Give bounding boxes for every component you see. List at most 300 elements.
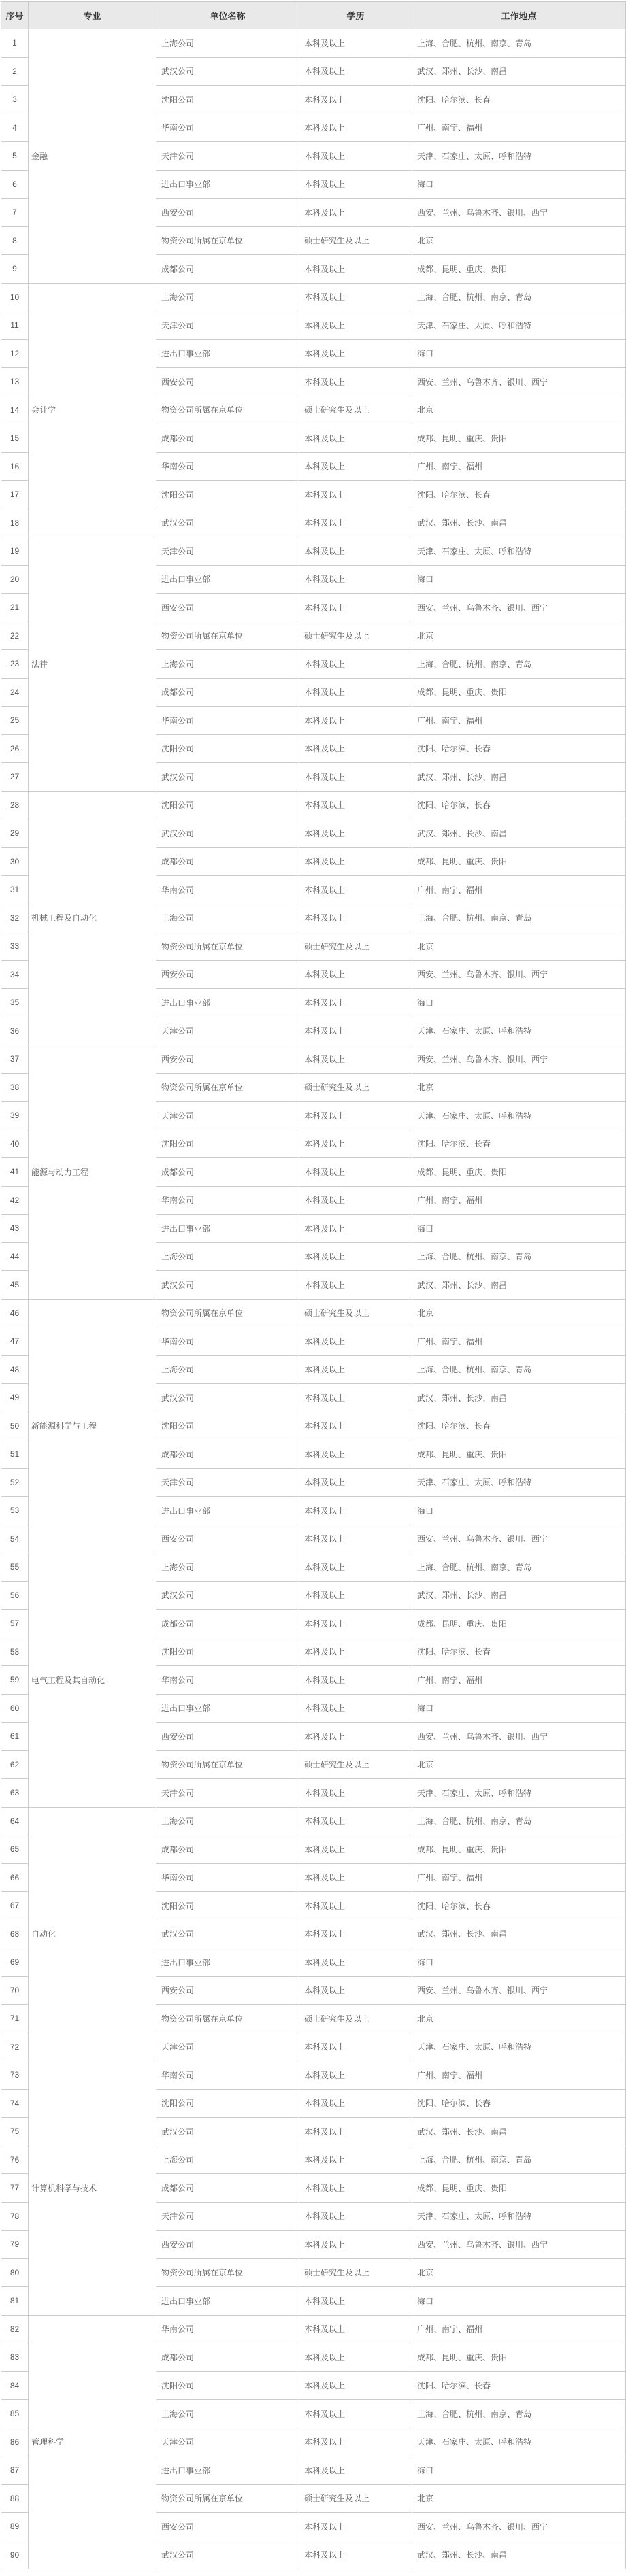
work-location-cell: 海口 (412, 170, 626, 199)
header-row (1, 2, 626, 29)
degree-cell: 本科及以上 (299, 1215, 412, 1243)
unit-name-cell: 西安公司 (156, 1723, 299, 1751)
work-location-cell: 北京 (412, 226, 626, 255)
row-number-cell: 40 (1, 1130, 29, 1158)
degree-cell: 本科及以上 (299, 2456, 412, 2485)
work-location-cell: 武汉、郑州、长沙、南昌 (412, 1920, 626, 1948)
work-location-cell: 武汉、郑州、长沙、南昌 (412, 57, 626, 86)
row-number-cell: 21 (1, 594, 29, 622)
row-number-cell: 77 (1, 2174, 29, 2203)
work-location-cell: 成都、昆明、重庆、贵阳 (412, 1835, 626, 1864)
work-location-cell: 成都、昆明、重庆、贵阳 (412, 2343, 626, 2372)
degree-cell: 本科及以上 (299, 481, 412, 509)
work-location-cell: 武汉、郑州、长沙、南昌 (412, 1581, 626, 1610)
row-number-cell: 83 (1, 2343, 29, 2372)
degree-cell: 本科及以上 (299, 199, 412, 227)
row-number-cell: 22 (1, 622, 29, 650)
work-location-cell: 天津、石家庄、太原、呼和浩特 (412, 537, 626, 566)
degree-cell: 本科及以上 (299, 1440, 412, 1469)
unit-name-cell: 成都公司 (156, 2174, 299, 2203)
work-location-cell: 成都、昆明、重庆、贵阳 (412, 1610, 626, 1638)
degree-cell: 本科及以上 (299, 368, 412, 396)
unit-name-cell: 物资公司所属在京单位 (156, 226, 299, 255)
work-location-cell: 北京 (412, 1073, 626, 1102)
unit-name-cell: 成都公司 (156, 255, 299, 284)
unit-name-cell: 华南公司 (156, 452, 299, 481)
unit-name-cell: 成都公司 (156, 847, 299, 876)
work-location-cell: 沈阳、哈尔滨、长春 (412, 791, 626, 819)
unit-name-cell: 沈阳公司 (156, 1638, 299, 1666)
unit-name-cell: 成都公司 (156, 2343, 299, 2372)
degree-cell: 本科及以上 (299, 2118, 412, 2146)
row-number-cell: 60 (1, 1694, 29, 1723)
row-number-cell: 13 (1, 368, 29, 396)
row-number-cell: 46 (1, 1299, 29, 1327)
work-location-cell: 上海、合肥、杭州、南京、青岛 (412, 904, 626, 932)
unit-name-cell: 华南公司 (156, 707, 299, 735)
degree-cell: 硕士研究生及以上 (299, 1073, 412, 1102)
work-location-cell: 北京 (412, 2484, 626, 2513)
degree-cell: 本科及以上 (299, 1355, 412, 1384)
work-location-cell: 天津、石家庄、太原、呼和浩特 (412, 1468, 626, 1497)
row-number-cell: 20 (1, 565, 29, 594)
unit-name-cell: 天津公司 (156, 2033, 299, 2061)
row-number-cell: 76 (1, 2146, 29, 2174)
work-location-cell: 武汉、郑州、长沙、南昌 (412, 1384, 626, 1412)
row-number-cell: 25 (1, 707, 29, 735)
row-number-cell: 17 (1, 481, 29, 509)
degree-cell: 本科及以上 (299, 2428, 412, 2456)
degree-cell: 本科及以上 (299, 1017, 412, 1045)
unit-name-cell: 进出口事业部 (156, 989, 299, 1017)
row-number-cell: 9 (1, 255, 29, 284)
row-number-cell: 12 (1, 339, 29, 368)
table-body (1, 29, 626, 2569)
work-location-cell: 广州、南宁、福州 (412, 1863, 626, 1892)
table-row (1, 2061, 626, 2090)
unit-name-cell: 上海公司 (156, 283, 299, 311)
unit-name-cell: 武汉公司 (156, 819, 299, 848)
row-number-cell: 37 (1, 1045, 29, 1074)
unit-name-cell: 物资公司所属在京单位 (156, 622, 299, 650)
work-location-cell: 海口 (412, 1215, 626, 1243)
unit-name-cell: 物资公司所属在京单位 (156, 1299, 299, 1327)
unit-name-cell: 成都公司 (156, 678, 299, 707)
row-number-cell: 7 (1, 199, 29, 227)
work-location-cell: 武汉、郑州、长沙、南昌 (412, 763, 626, 792)
degree-cell: 本科及以上 (299, 2061, 412, 2090)
table-row (1, 791, 626, 819)
row-number-cell: 18 (1, 509, 29, 537)
unit-name-cell: 成都公司 (156, 1158, 299, 1187)
row-number-cell: 53 (1, 1497, 29, 1525)
unit-name-cell: 西安公司 (156, 368, 299, 396)
unit-name-cell: 进出口事业部 (156, 1497, 299, 1525)
row-number-cell: 15 (1, 424, 29, 453)
unit-name-cell: 华南公司 (156, 1327, 299, 1356)
degree-cell: 本科及以上 (299, 86, 412, 114)
row-number-cell: 36 (1, 1017, 29, 1045)
degree-cell: 本科及以上 (299, 847, 412, 876)
degree-cell: 本科及以上 (299, 650, 412, 679)
degree-cell: 本科及以上 (299, 114, 412, 142)
unit-name-cell: 成都公司 (156, 424, 299, 453)
unit-name-cell: 武汉公司 (156, 57, 299, 86)
unit-name-cell: 天津公司 (156, 1017, 299, 1045)
unit-name-cell: 武汉公司 (156, 1271, 299, 1300)
degree-cell: 本科及以上 (299, 1610, 412, 1638)
work-location-cell: 上海、合肥、杭州、南京、青岛 (412, 1807, 626, 1835)
unit-name-cell: 天津公司 (156, 2428, 299, 2456)
row-number-cell: 85 (1, 2400, 29, 2428)
degree-cell: 本科及以上 (299, 1242, 412, 1271)
unit-name-cell: 武汉公司 (156, 1581, 299, 1610)
degree-cell: 本科及以上 (299, 1553, 412, 1582)
unit-name-cell: 上海公司 (156, 1807, 299, 1835)
row-number-cell: 1 (1, 29, 29, 58)
unit-name-cell: 物资公司所属在京单位 (156, 1073, 299, 1102)
row-number-cell: 55 (1, 1553, 29, 1582)
work-location-cell: 成都、昆明、重庆、贵阳 (412, 424, 626, 453)
unit-name-cell: 物资公司所属在京单位 (156, 1750, 299, 1779)
unit-name-cell: 上海公司 (156, 29, 299, 58)
row-number-cell: 75 (1, 2118, 29, 2146)
row-number-cell: 57 (1, 1610, 29, 1638)
unit-name-cell: 上海公司 (156, 1242, 299, 1271)
work-location-cell: 西安、兰州、乌鲁木齐、银川、西宁 (412, 199, 626, 227)
work-location-cell: 上海、合肥、杭州、南京、青岛 (412, 1242, 626, 1271)
row-number-cell: 24 (1, 678, 29, 707)
unit-name-cell: 武汉公司 (156, 509, 299, 537)
work-location-cell: 天津、石家庄、太原、呼和浩特 (412, 2428, 626, 2456)
degree-cell: 本科及以上 (299, 734, 412, 763)
major-cell: 机械工程及自动化 (29, 791, 156, 1045)
row-number-cell: 50 (1, 1412, 29, 1440)
row-number-cell: 90 (1, 2541, 29, 2569)
work-location-cell: 沈阳、哈尔滨、长春 (412, 1412, 626, 1440)
work-location-cell: 海口 (412, 565, 626, 594)
unit-name-cell: 沈阳公司 (156, 1130, 299, 1158)
row-number-cell: 81 (1, 2287, 29, 2316)
work-location-cell: 成都、昆明、重庆、贵阳 (412, 847, 626, 876)
work-location-cell: 北京 (412, 932, 626, 961)
row-number-cell: 56 (1, 1581, 29, 1610)
work-location-cell: 北京 (412, 2005, 626, 2033)
degree-cell: 本科及以上 (299, 283, 412, 311)
row-number-cell: 47 (1, 1327, 29, 1356)
work-location-cell: 沈阳、哈尔滨、长春 (412, 1892, 626, 1920)
work-location-cell: 天津、石家庄、太原、呼和浩特 (412, 142, 626, 171)
unit-name-cell: 天津公司 (156, 142, 299, 171)
work-location-cell: 西安、兰州、乌鲁木齐、银川、西宁 (412, 368, 626, 396)
row-number-cell: 26 (1, 734, 29, 763)
degree-cell: 本科及以上 (299, 1271, 412, 1300)
unit-name-cell: 进出口事业部 (156, 565, 299, 594)
work-location-cell: 海口 (412, 339, 626, 368)
work-location-cell: 上海、合肥、杭州、南京、青岛 (412, 2146, 626, 2174)
unit-name-cell: 沈阳公司 (156, 1412, 299, 1440)
work-location-cell: 沈阳、哈尔滨、长春 (412, 1638, 626, 1666)
unit-name-cell: 天津公司 (156, 1779, 299, 1808)
row-number-cell: 27 (1, 763, 29, 792)
degree-cell: 本科及以上 (299, 1045, 412, 1074)
unit-name-cell: 华南公司 (156, 1666, 299, 1695)
header-degree: 学历 (299, 2, 412, 29)
work-location-cell: 武汉、郑州、长沙、南昌 (412, 1271, 626, 1300)
header-work-location: 工作地点 (412, 2, 626, 29)
header-major: 专业 (29, 2, 156, 29)
unit-name-cell: 沈阳公司 (156, 734, 299, 763)
row-number-cell: 54 (1, 1525, 29, 1553)
work-location-cell: 广州、南宁、福州 (412, 1186, 626, 1215)
unit-name-cell: 西安公司 (156, 594, 299, 622)
table-row (1, 1807, 626, 1835)
row-number-cell: 65 (1, 1835, 29, 1864)
unit-name-cell: 天津公司 (156, 2202, 299, 2231)
unit-name-cell: 西安公司 (156, 1045, 299, 1074)
row-number-cell: 82 (1, 2315, 29, 2343)
unit-name-cell: 上海公司 (156, 2400, 299, 2428)
unit-name-cell: 物资公司所属在京单位 (156, 2005, 299, 2033)
work-location-cell: 上海、合肥、杭州、南京、青岛 (412, 2400, 626, 2428)
degree-cell: 本科及以上 (299, 509, 412, 537)
row-number-cell: 33 (1, 932, 29, 961)
degree-cell: 硕士研究生及以上 (299, 622, 412, 650)
degree-cell: 本科及以上 (299, 989, 412, 1017)
unit-name-cell: 物资公司所属在京单位 (156, 396, 299, 424)
table-row (1, 537, 626, 566)
work-location-cell: 海口 (412, 2456, 626, 2485)
row-number-cell: 4 (1, 114, 29, 142)
row-number-cell: 84 (1, 2371, 29, 2400)
unit-name-cell: 华南公司 (156, 876, 299, 904)
unit-name-cell: 进出口事业部 (156, 1215, 299, 1243)
unit-name-cell: 上海公司 (156, 1553, 299, 1582)
unit-name-cell: 华南公司 (156, 2315, 299, 2343)
work-location-cell: 天津、石家庄、太原、呼和浩特 (412, 1102, 626, 1130)
unit-name-cell: 武汉公司 (156, 2541, 299, 2569)
work-location-cell: 成都、昆明、重庆、贵阳 (412, 2174, 626, 2203)
degree-cell: 硕士研究生及以上 (299, 1750, 412, 1779)
row-number-cell: 78 (1, 2202, 29, 2231)
unit-name-cell: 沈阳公司 (156, 2089, 299, 2118)
degree-cell: 本科及以上 (299, 537, 412, 566)
degree-cell: 本科及以上 (299, 311, 412, 340)
degree-cell: 本科及以上 (299, 2146, 412, 2174)
degree-cell: 本科及以上 (299, 1892, 412, 1920)
major-cell: 会计学 (29, 283, 156, 537)
unit-name-cell: 物资公司所属在京单位 (156, 2258, 299, 2287)
degree-cell: 本科及以上 (299, 452, 412, 481)
degree-cell: 本科及以上 (299, 678, 412, 707)
unit-name-cell: 华南公司 (156, 114, 299, 142)
degree-cell: 本科及以上 (299, 1102, 412, 1130)
unit-name-cell: 沈阳公司 (156, 791, 299, 819)
unit-name-cell: 天津公司 (156, 1468, 299, 1497)
unit-name-cell: 西安公司 (156, 1525, 299, 1553)
unit-name-cell: 西安公司 (156, 960, 299, 989)
work-location-cell: 广州、南宁、福州 (412, 876, 626, 904)
row-number-cell: 87 (1, 2456, 29, 2485)
unit-name-cell: 西安公司 (156, 1976, 299, 2005)
unit-name-cell: 进出口事业部 (156, 2287, 299, 2316)
work-location-cell: 北京 (412, 2258, 626, 2287)
work-location-cell: 上海、合肥、杭州、南京、青岛 (412, 283, 626, 311)
degree-cell: 本科及以上 (299, 142, 412, 171)
table-row (1, 2315, 626, 2343)
degree-cell: 本科及以上 (299, 1158, 412, 1187)
row-number-cell: 39 (1, 1102, 29, 1130)
header-index: 序号 (1, 2, 29, 29)
work-location-cell: 北京 (412, 622, 626, 650)
degree-cell: 硕士研究生及以上 (299, 226, 412, 255)
degree-cell: 本科及以上 (299, 170, 412, 199)
row-number-cell: 70 (1, 1976, 29, 2005)
row-number-cell: 44 (1, 1242, 29, 1271)
major-cell: 金融 (29, 29, 156, 284)
work-location-cell: 广州、南宁、福州 (412, 1666, 626, 1695)
work-location-cell: 广州、南宁、福州 (412, 2315, 626, 2343)
degree-cell: 本科及以上 (299, 2371, 412, 2400)
unit-name-cell: 成都公司 (156, 1835, 299, 1864)
table-row (1, 1045, 626, 1074)
degree-cell: 本科及以上 (299, 29, 412, 58)
row-number-cell: 45 (1, 1271, 29, 1300)
degree-cell: 本科及以上 (299, 1976, 412, 2005)
unit-name-cell: 华南公司 (156, 2061, 299, 2090)
row-number-cell: 67 (1, 1892, 29, 1920)
work-location-cell: 武汉、郑州、长沙、南昌 (412, 2118, 626, 2146)
unit-name-cell: 物资公司所属在京单位 (156, 2484, 299, 2513)
work-location-cell: 广州、南宁、福州 (412, 1327, 626, 1356)
row-number-cell: 34 (1, 960, 29, 989)
unit-name-cell: 进出口事业部 (156, 1694, 299, 1723)
unit-name-cell: 成都公司 (156, 1440, 299, 1469)
degree-cell: 硕士研究生及以上 (299, 2484, 412, 2513)
work-location-cell: 天津、石家庄、太原、呼和浩特 (412, 1779, 626, 1808)
row-number-cell: 38 (1, 1073, 29, 1102)
unit-name-cell: 天津公司 (156, 311, 299, 340)
work-location-cell: 西安、兰州、乌鲁木齐、银川、西宁 (412, 1525, 626, 1553)
major-cell: 计算机科学与技术 (29, 2061, 156, 2316)
degree-cell: 本科及以上 (299, 1723, 412, 1751)
unit-name-cell: 天津公司 (156, 537, 299, 566)
work-location-cell: 西安、兰州、乌鲁木齐、银川、西宁 (412, 2513, 626, 2541)
degree-cell: 本科及以上 (299, 1779, 412, 1808)
row-number-cell: 72 (1, 2033, 29, 2061)
degree-cell: 本科及以上 (299, 2202, 412, 2231)
work-location-cell: 西安、兰州、乌鲁木齐、银川、西宁 (412, 960, 626, 989)
unit-name-cell: 沈阳公司 (156, 86, 299, 114)
degree-cell: 本科及以上 (299, 2287, 412, 2316)
unit-name-cell: 上海公司 (156, 650, 299, 679)
unit-name-cell: 进出口事业部 (156, 339, 299, 368)
degree-cell: 本科及以上 (299, 1920, 412, 1948)
row-number-cell: 16 (1, 452, 29, 481)
unit-name-cell: 上海公司 (156, 2146, 299, 2174)
row-number-cell: 30 (1, 847, 29, 876)
degree-cell: 本科及以上 (299, 791, 412, 819)
row-number-cell: 61 (1, 1723, 29, 1751)
row-number-cell: 8 (1, 226, 29, 255)
unit-name-cell: 沈阳公司 (156, 481, 299, 509)
work-location-cell: 沈阳、哈尔滨、长春 (412, 1130, 626, 1158)
row-number-cell: 41 (1, 1158, 29, 1187)
row-number-cell: 59 (1, 1666, 29, 1695)
row-number-cell: 69 (1, 1948, 29, 1977)
unit-name-cell: 沈阳公司 (156, 2371, 299, 2400)
row-number-cell: 58 (1, 1638, 29, 1666)
unit-name-cell: 天津公司 (156, 1102, 299, 1130)
work-location-cell: 广州、南宁、福州 (412, 707, 626, 735)
degree-cell: 本科及以上 (299, 1581, 412, 1610)
work-location-cell: 沈阳、哈尔滨、长春 (412, 481, 626, 509)
major-cell: 新能源科学与工程 (29, 1299, 156, 1553)
degree-cell: 本科及以上 (299, 1835, 412, 1864)
row-number-cell: 80 (1, 2258, 29, 2287)
row-number-cell: 10 (1, 283, 29, 311)
degree-cell: 本科及以上 (299, 707, 412, 735)
row-number-cell: 6 (1, 170, 29, 199)
work-location-cell: 西安、兰州、乌鲁木齐、银川、西宁 (412, 1723, 626, 1751)
work-location-cell: 广州、南宁、福州 (412, 114, 626, 142)
unit-name-cell: 武汉公司 (156, 1384, 299, 1412)
degree-cell: 本科及以上 (299, 1468, 412, 1497)
unit-name-cell: 武汉公司 (156, 1920, 299, 1948)
row-number-cell: 31 (1, 876, 29, 904)
row-number-cell: 51 (1, 1440, 29, 1469)
degree-cell: 本科及以上 (299, 904, 412, 932)
unit-name-cell: 上海公司 (156, 1355, 299, 1384)
work-location-cell: 上海、合肥、杭州、南京、青岛 (412, 1355, 626, 1384)
row-number-cell: 63 (1, 1779, 29, 1808)
work-location-cell: 天津、石家庄、太原、呼和浩特 (412, 2202, 626, 2231)
work-location-cell: 广州、南宁、福州 (412, 2061, 626, 2090)
degree-cell: 本科及以上 (299, 1948, 412, 1977)
unit-name-cell: 进出口事业部 (156, 2456, 299, 2485)
degree-cell: 本科及以上 (299, 2513, 412, 2541)
degree-cell: 本科及以上 (299, 819, 412, 848)
unit-name-cell: 华南公司 (156, 1186, 299, 1215)
recruitment-positions-table (1, 1, 626, 2569)
header-unit-name: 单位名称 (156, 2, 299, 29)
row-number-cell: 43 (1, 1215, 29, 1243)
unit-name-cell: 进出口事业部 (156, 1948, 299, 1977)
degree-cell: 硕士研究生及以上 (299, 2005, 412, 2033)
row-number-cell: 11 (1, 311, 29, 340)
row-number-cell: 66 (1, 1863, 29, 1892)
work-location-cell: 成都、昆明、重庆、贵阳 (412, 678, 626, 707)
degree-cell: 本科及以上 (299, 763, 412, 792)
work-location-cell: 武汉、郑州、长沙、南昌 (412, 509, 626, 537)
degree-cell: 本科及以上 (299, 2089, 412, 2118)
work-location-cell: 西安、兰州、乌鲁木齐、银川、西宁 (412, 594, 626, 622)
unit-name-cell: 进出口事业部 (156, 170, 299, 199)
major-cell: 管理科学 (29, 2315, 156, 2569)
work-location-cell: 沈阳、哈尔滨、长春 (412, 86, 626, 114)
row-number-cell: 74 (1, 2089, 29, 2118)
degree-cell: 本科及以上 (299, 2174, 412, 2203)
degree-cell: 本科及以上 (299, 255, 412, 284)
work-location-cell: 广州、南宁、福州 (412, 452, 626, 481)
work-location-cell: 成都、昆明、重庆、贵阳 (412, 1158, 626, 1187)
table-row (1, 1299, 626, 1327)
work-location-cell: 北京 (412, 396, 626, 424)
degree-cell: 硕士研究生及以上 (299, 2258, 412, 2287)
unit-name-cell: 西安公司 (156, 199, 299, 227)
row-number-cell: 28 (1, 791, 29, 819)
work-location-cell: 天津、石家庄、太原、呼和浩特 (412, 1017, 626, 1045)
